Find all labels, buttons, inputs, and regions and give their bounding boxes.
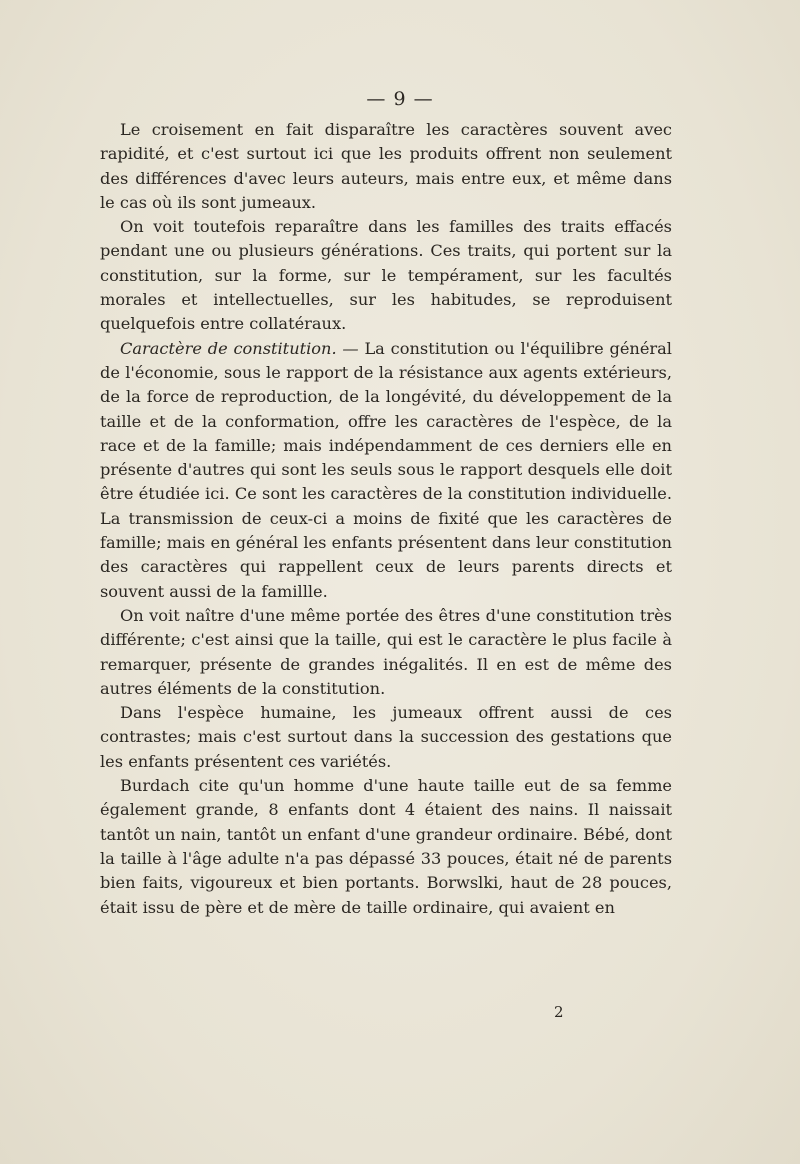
body-text <box>100 118 672 920</box>
paragraph-burdach: Burdach cite qu'un homme d'une haute taille eut de sa femme également grande, 8 enfants dont 4 étaient des nains. Il naissait tantôt un nain, tantôt un enfant d'une grandeur ordinaire. Bébé, dont la taille à l'âge adulte n'a pas dépassé 33 pouces, était né de parents bien faits, vigoureux et bien portants. Borwslki, haut de 28 pouces, était issu de père et de mère de taille ordinaire, qui avaient en <box>100 776 672 917</box>
paragraph-reappearing-traits: On voit toutefois reparaître dans les familles des traits effacés pendant une ou plusieurs générations. Ces traits, qui portent sur la constitution, sur la forme, sur le tempérament, sur les facultés morales et intellectuelles, sur les habitudes, se reproduisent quelquefois entre collatéraux. <box>100 217 672 334</box>
paragraph-constitution-text: La constitution ou l'équilibre général de l'économie, sous le rapport de la résistance aux agents extérieurs, de la force de reproduction, de la longévité, du développement de la taille et de la conformation, offre les caractères de l'espèce, de la race et de la famille; mais indépendamment de ces derniers elle en présente d'autres qui sont les seuls sous le rapport desquels elle doit être étudiée ici. Ce sont les caractères de la constitution individuelle. La transmission de ceux-ci a moins de fixité que les caractères de famille; mais en général les enfants présentent dans leur constitution des caractères qui rappellent ceux de leurs parents directs et souvent aussi de la famillle. <box>100 338 672 601</box>
paragraph-constitution <box>100 337 672 604</box>
paragraph-human-twins: Dans l'espèce humaine, les jumeaux offrent aussi de ces contrastes; mais c'est surtout dans la succession des gestations que les enfants présentent ces variétés. <box>100 703 672 771</box>
paragraph-same-litter: On voit naître d'une même portée des êtres d'une constitution très différente; c'est ainsi que la taille, qui est le caractère le plus facile à remarquer, présente de grandes inégalités. Il en est de même des autres éléments de la constitution. <box>100 605 672 698</box>
paragraph-crossing: Le croisement en fait disparaître les caractères souvent avec rapidité, et c'est surtout ici que les produits offrent non seulement des différences d'avec leurs auteurs, mais entre eux, et même dans le cas où ils sont jumeaux. <box>100 120 672 212</box>
section-title-constitution: Caractère de constitution. — <box>120 338 359 358</box>
printer-signature-mark: 2 <box>554 1003 564 1021</box>
page-number: — 9 — <box>366 88 434 110</box>
